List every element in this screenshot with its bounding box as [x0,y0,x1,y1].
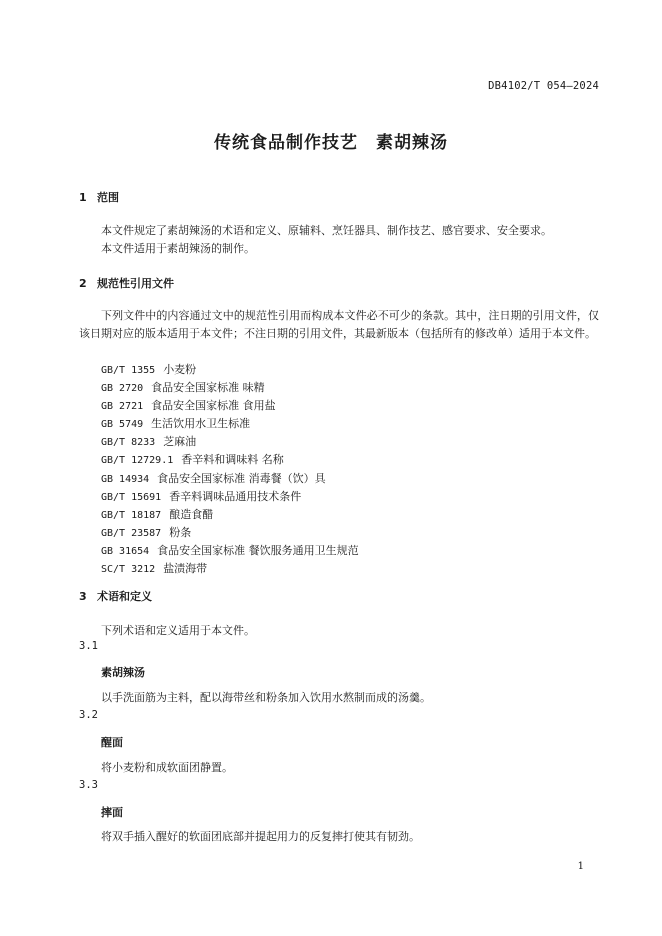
section-number: 1 [79,191,87,204]
reference-code: GB 2721 [101,401,144,413]
term-name: 素胡辣汤 [101,666,145,679]
terms-intro: 下列术语和定义适用于本文件。 [101,624,255,637]
standard-code: DB4102/T 054—2024 [488,80,599,92]
term-number: 3.1 [79,640,98,652]
reference-code: SC/T 3212 [101,564,156,576]
reference-title: 酿造食醋 [169,507,214,521]
section-heading-scope [79,189,119,205]
term-definition: 以手洗面筋为主料，配以海带丝和粉条加入饮用水熬制而成的汤羹。 [101,691,431,704]
section-title: 术语和定义 [97,590,152,603]
reference-code: GB/T 18187 [101,509,162,521]
section-number: 2 [79,277,87,290]
reference-code: GB/T 15691 [101,491,162,503]
section-title: 范围 [97,191,119,204]
reference-item [101,506,359,524]
term-number: 3.3 [79,779,98,791]
reference-list [101,361,359,578]
reference-title: 香辛料和调味料 名称 [181,453,284,467]
page-number: 1 [577,861,584,872]
reference-title: 食品安全国家标准 食用盐 [151,399,276,413]
term-name: 摔面 [101,806,123,819]
reference-item [101,560,359,578]
reference-title: 食品安全国家标准 餐饮服务通用卫生规范 [157,543,359,557]
section-number: 3 [79,590,87,603]
section-heading-normative [79,275,174,291]
reference-code: GB 14934 [101,473,150,485]
reference-item [101,524,359,542]
term-definition: 将小麦粉和成软面团静置。 [101,761,233,774]
scope-paragraph-2: 本文件适用于素胡辣汤的制作。 [101,242,255,255]
reference-code: GB/T 1355 [101,365,156,376]
reference-title: 香辛料调味品通用技术条件 [169,489,302,503]
term-definition: 将双手插入醒好的软面团底部并提起用力的反复摔打使其有韧劲。 [101,830,420,843]
reference-title: 食品安全国家标准 消毒餐（饮）具 [157,471,326,485]
reference-code: GB/T 23587 [101,527,162,539]
reference-item [101,433,359,451]
reference-item [101,451,359,469]
reference-code: GB 5749 [101,419,144,431]
reference-title: 芝麻油 [163,435,197,449]
reference-item [101,488,359,506]
normative-intro: 下列文件中的内容通过文中的规范性引用而构成本文件必不可少的条款。其中，注日期的引用文件，仅该日期对应的版本适用于本文件；不注日期的引用文件，其最新版本（包括所有的修改单）适用于本文件。 [79,309,599,340]
reference-item [101,397,359,415]
reference-title: 小麦粉 [163,363,197,376]
reference-title: 生活饮用水卫生标准 [151,417,251,431]
reference-code: GB/T 12729.1 [101,455,174,467]
reference-code: GB 31654 [101,545,150,557]
reference-item [101,361,359,379]
section-title: 规范性引用文件 [97,277,174,290]
reference-code: GB/T 8233 [101,437,156,449]
reference-code: GB 2720 [101,383,144,395]
reference-item [101,379,359,397]
reference-title: 食品安全国家标准 味精 [151,381,265,395]
reference-item [101,470,359,488]
scope-paragraph-1: 本文件规定了素胡辣汤的术语和定义、原辅料、烹饪器具、制作技艺、感官要求、安全要求。 [101,224,552,237]
term-name: 醒面 [101,736,123,749]
section-heading-terms [79,588,152,604]
reference-title: 盐渍海带 [163,562,208,576]
document-title: 传统食品制作技艺 素胡辣汤 [214,133,448,153]
reference-title: 粉条 [169,525,192,539]
reference-item [101,415,359,433]
reference-item [101,542,359,560]
term-number: 3.2 [79,709,98,721]
